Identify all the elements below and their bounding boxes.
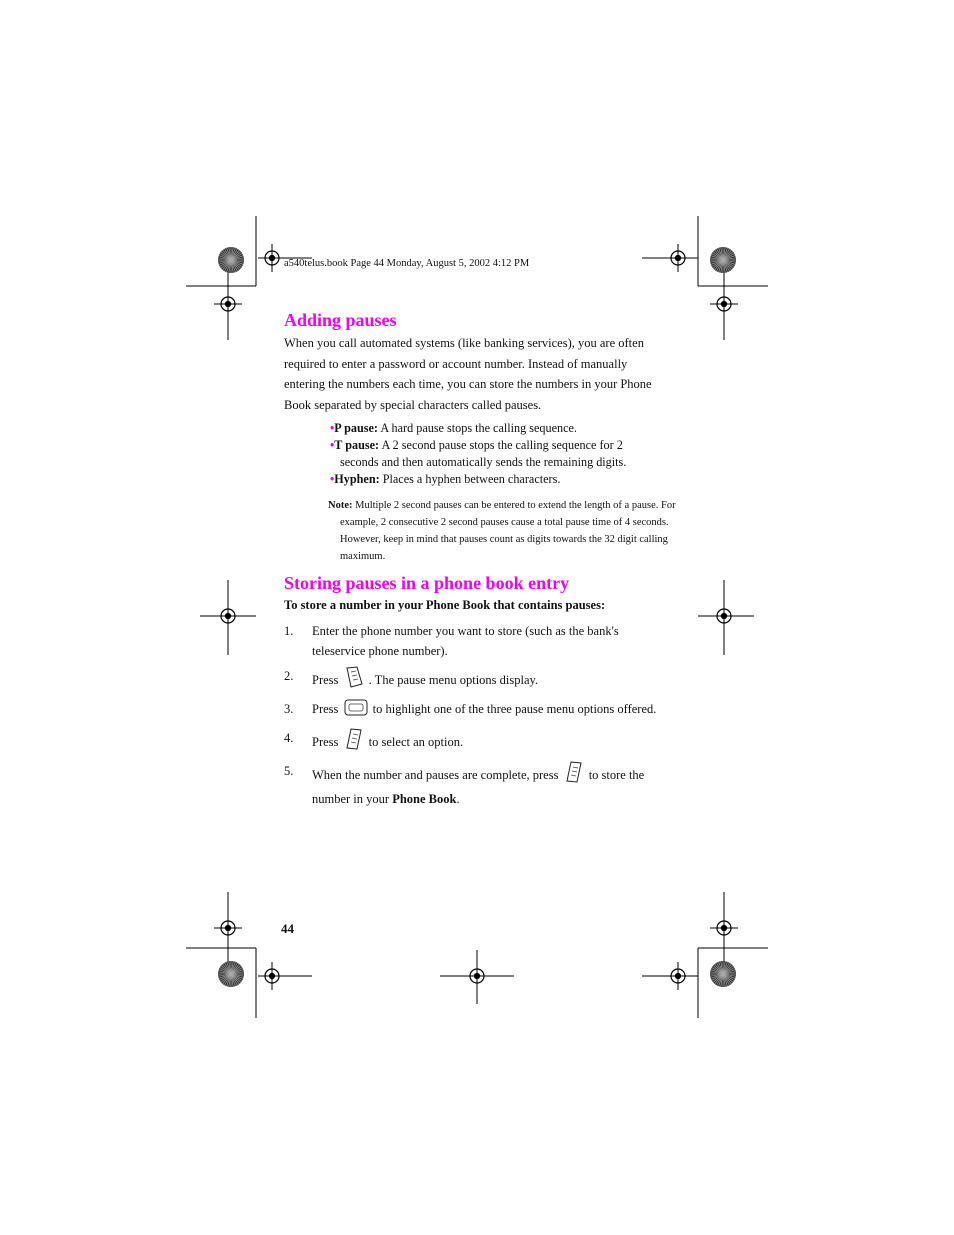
print-header: a540telus.book Page 44 Monday, August 5, 2002 4:12 PM [284, 258, 530, 269]
section-title-adding-pauses: Adding pauses [284, 310, 397, 330]
intro-paragraph: When you call automated systems (like banking services), you are often required to enter a password or account number. Instead of manually entering the numbers each time, you can store the numbers in your Phone Book separated by special characters called pauses. [284, 336, 652, 412]
section-title-storing-pauses: Storing pauses in a phone book entry [284, 573, 570, 593]
list-item: •T pause: A 2 second pause stops the calling sequence for 2 seconds and then automatically sends the remaining digits. [330, 438, 627, 469]
page-number: 44 [281, 921, 294, 936]
note-text: Multiple 2 second pauses can be entered to extend the length of a pause. For example, 2 consecutive 2 second pauses cause a total pause time of 4 seconds. However, keep in mind that pauses count as digits towards the 32 digit calling maximum. [340, 500, 676, 562]
star-target [710, 961, 736, 987]
list-item: 2. Press . The pause menu options display. [284, 666, 674, 694]
bullet-icon: • [330, 421, 335, 435]
list-item: •P pause: A hard pause stops the calling sequence. [330, 421, 577, 435]
list-item: 1. Enter the phone number you want to store (such as the bank's teleservice phone number). [284, 624, 619, 658]
list-item: 3. Press to highlight one of the three pause menu options offered. [284, 699, 674, 723]
star-target [218, 961, 244, 987]
note-label: Note: [328, 500, 353, 511]
star-target [218, 247, 244, 273]
bullet-icon: • [330, 438, 335, 452]
bullet-icon: • [330, 472, 335, 486]
star-target [710, 247, 736, 273]
list-item: 4. Press to select an option. [284, 728, 674, 756]
list-item: 5. When the number and pauses are complete, press to store the number in your Phone Book. [284, 761, 674, 809]
procedure-intro: To store a number in your Phone Book that contains pauses: [284, 598, 606, 612]
list-item: •Hyphen: Places a hyphen between characters. [330, 472, 561, 486]
